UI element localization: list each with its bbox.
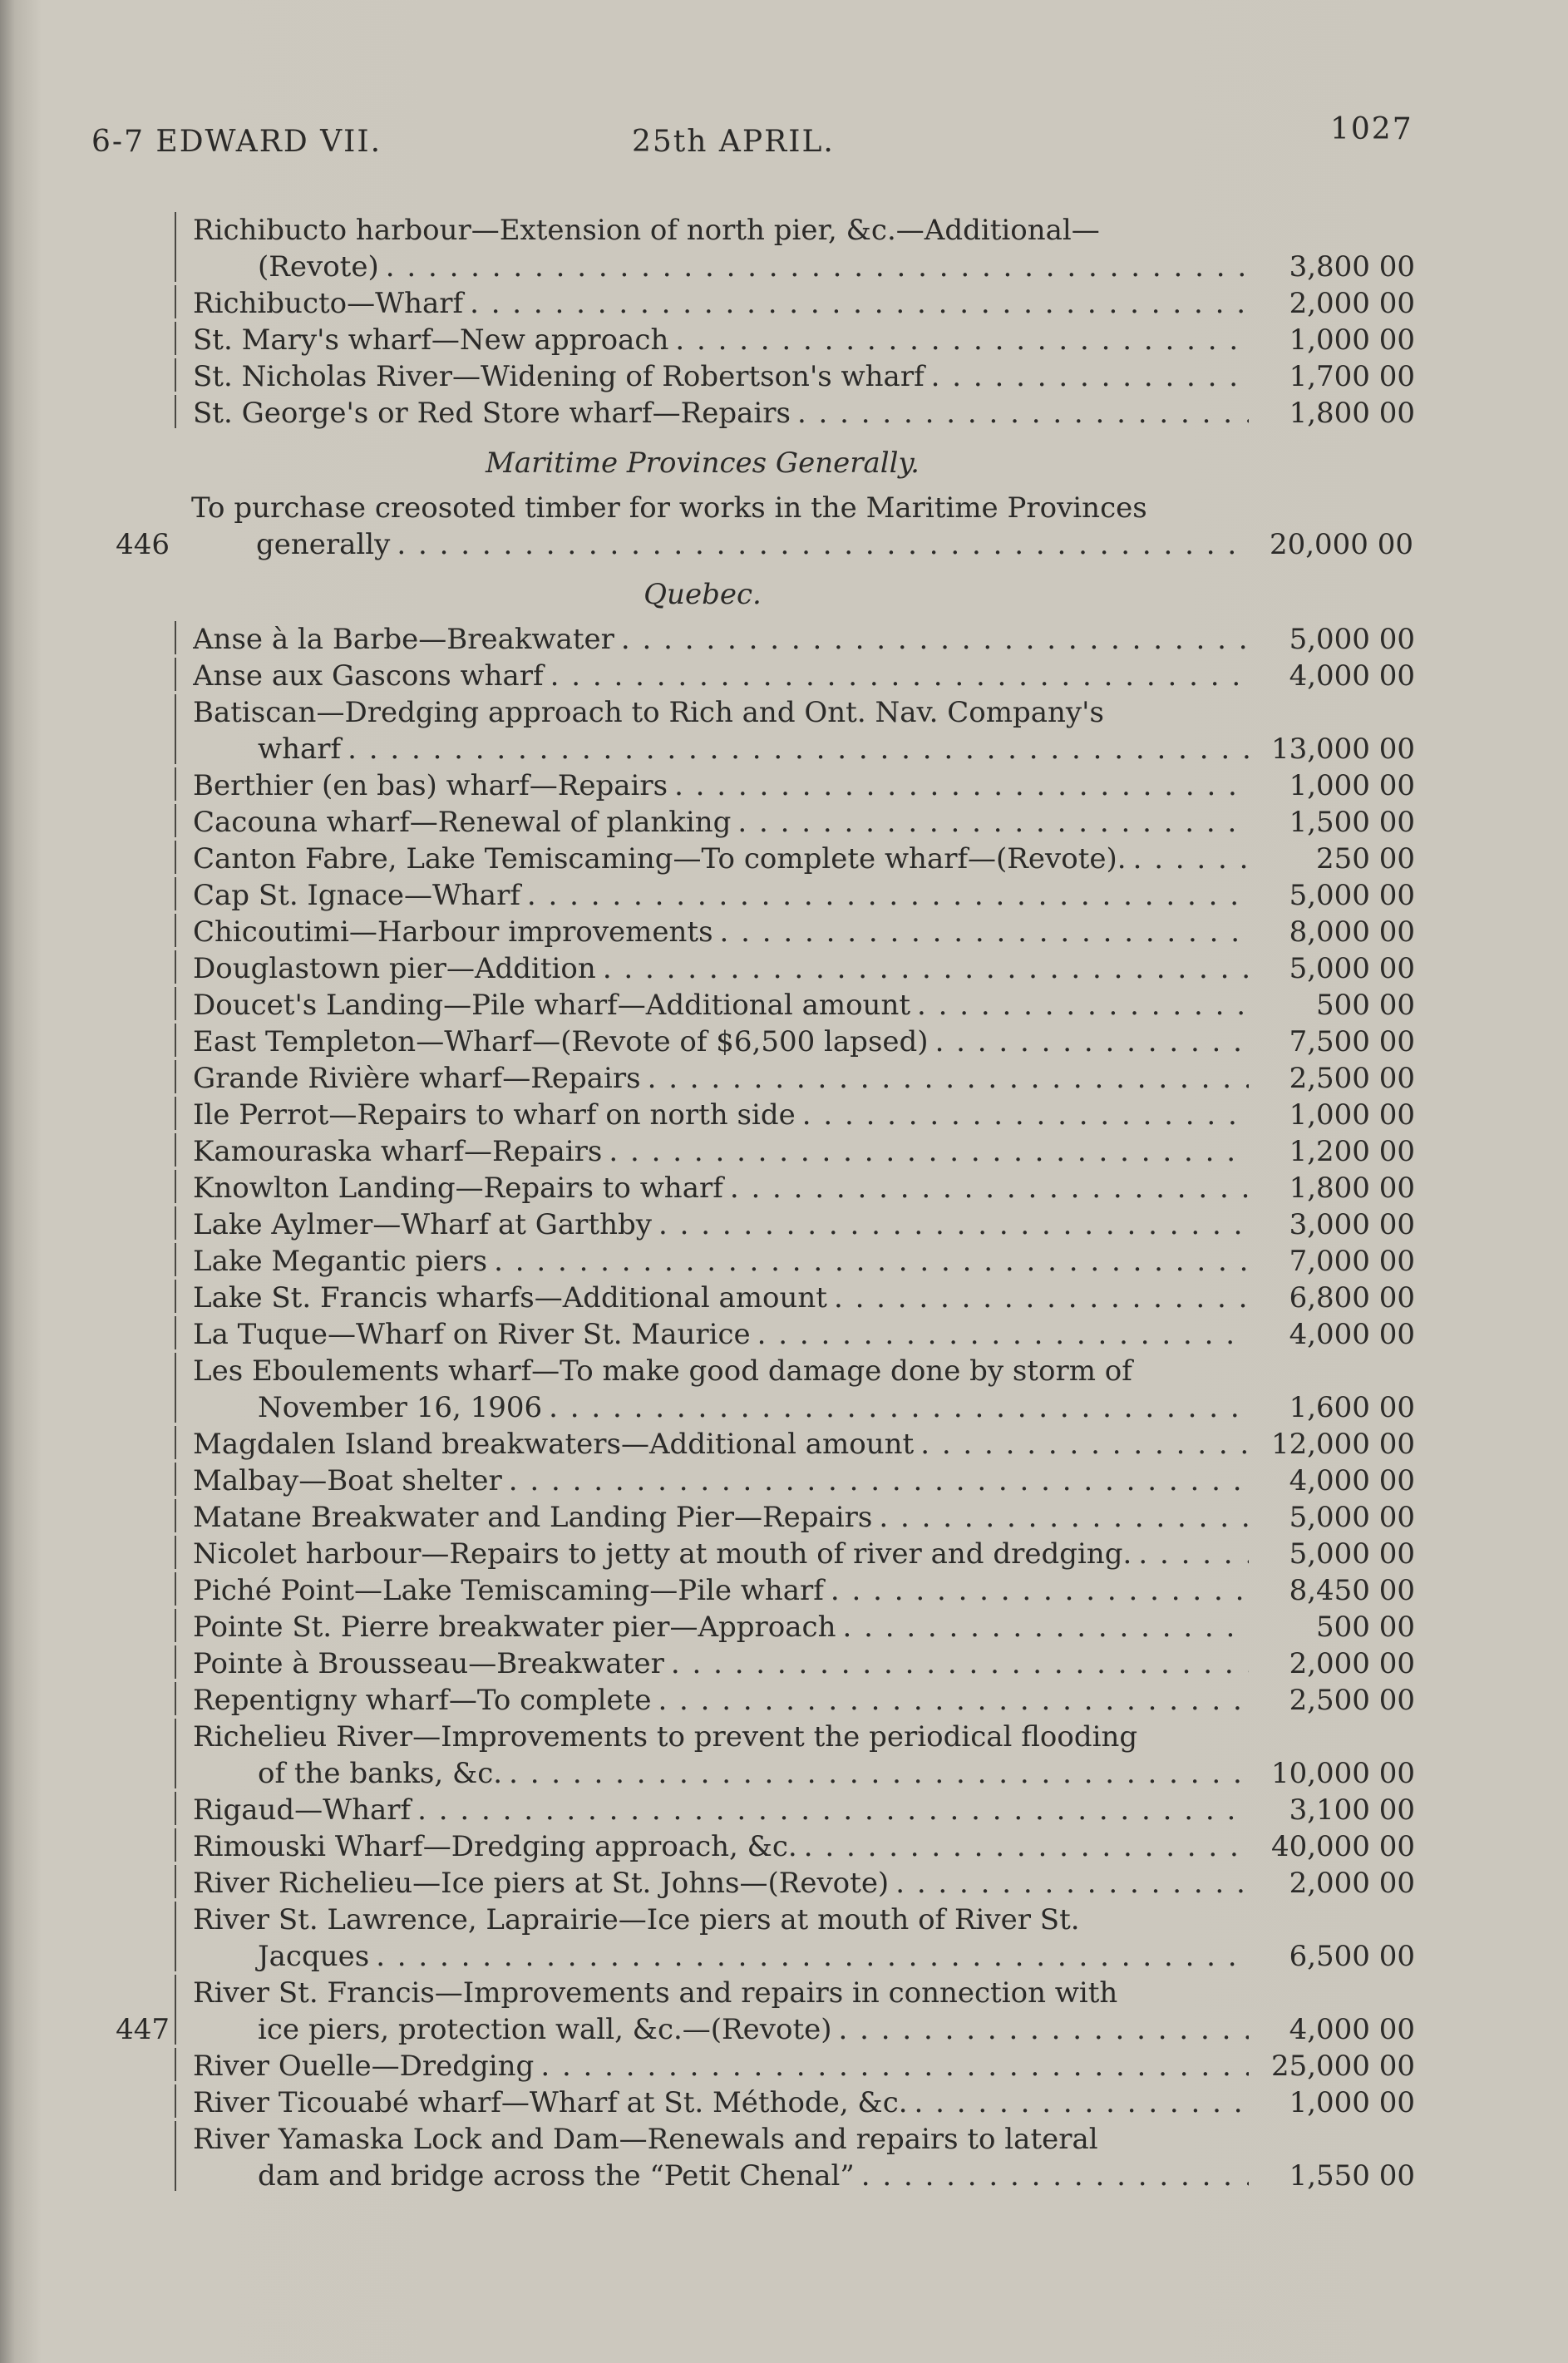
leader-dots (929, 1024, 1249, 1060)
table-row (108, 212, 1430, 285)
leader-dots (379, 249, 1249, 285)
item-text-line: Knowlton Landing—Repairs to wharf (193, 1172, 723, 1205)
item-text-line: Chicoutimi—Harbour improvements (193, 915, 713, 949)
item-text-line: (Revote) (258, 250, 379, 284)
item-description (193, 2048, 1249, 2084)
item-amount: 7,500 00 (1289, 1025, 1415, 1058)
item-text-line: River Richelieu—Ice piers at St. Johns—(Revote) (193, 1867, 890, 1900)
group-brace (175, 950, 193, 984)
table-row (108, 2048, 1430, 2084)
item-description (193, 914, 1249, 950)
table-row (108, 1572, 1430, 1609)
header-left: 6-7 EDWARD VII. (91, 125, 382, 159)
item-text-line: wharf (258, 733, 342, 766)
item-text-line: Lake Aylmer—Wharf at Garthby (193, 1208, 652, 1241)
item-amount: 8,000 00 (1289, 915, 1415, 949)
leader-dots (652, 1206, 1249, 1243)
item-text-line: St. George's or Red Store wharf—Repairs (193, 397, 791, 430)
table-row (108, 1133, 1430, 1170)
item-text-line: Lake Megantic piers (193, 1245, 488, 1278)
table-row (108, 1463, 1430, 1499)
item-text-line: St. Nicholas River—Widening of Robertson's wharf (193, 360, 925, 393)
item-amount: 10,000 00 (1270, 1757, 1415, 1790)
leader-dots (602, 1133, 1249, 1170)
group-brace (175, 2048, 193, 2081)
leader-dots (1127, 841, 1249, 877)
item-amount: 1,000 00 (1289, 769, 1415, 802)
item-amount: 4,000 00 (1289, 1464, 1415, 1497)
table-row (108, 1097, 1430, 1133)
item-description (193, 1206, 1249, 1243)
item-text-line: Pointe St. Pierre breakwater pier—Approach (193, 1611, 836, 1644)
item-description (193, 767, 1249, 804)
item-description (193, 1097, 1249, 1133)
leader-dots (1132, 1536, 1249, 1572)
table-row (108, 1792, 1430, 1828)
item-description (193, 1792, 1249, 1828)
item-description (193, 2121, 1249, 2194)
item-text-line: To purchase creosoted timber for works in the Maritime Provinces (191, 491, 1147, 525)
item-description (193, 358, 1249, 395)
table-row (108, 950, 1430, 987)
group-brace (175, 1536, 193, 1569)
leader-dots (651, 1682, 1249, 1719)
table-row (108, 285, 1430, 322)
item-description (193, 804, 1249, 841)
group-brace (175, 694, 193, 764)
item-amount: 4,000 00 (1289, 2013, 1415, 2046)
table-row (108, 1024, 1430, 1060)
new-brunswick-items (108, 212, 1430, 432)
table-row (108, 322, 1430, 358)
group-brace (175, 358, 193, 392)
table-row (108, 1682, 1430, 1719)
group-brace (175, 1206, 193, 1240)
item-description (191, 490, 1247, 563)
leader-dots (520, 877, 1249, 914)
leader-dots (832, 2011, 1249, 2048)
item-text-line: Richibucto—Wharf (193, 287, 464, 320)
item-text-line: Magdalen Island breakwaters—Additional amount (193, 1428, 915, 1461)
estimates-content (108, 212, 1430, 2194)
item-description (193, 1828, 1249, 1865)
item-text-line: of the banks, &c. (258, 1757, 503, 1790)
table-row (108, 841, 1430, 877)
group-brace (175, 1463, 193, 1496)
table-row (108, 1316, 1430, 1353)
item-text-line: Ile Perrot—Repairs to wharf on north side (193, 1098, 796, 1132)
leader-dots (390, 526, 1247, 563)
group-brace (175, 621, 193, 654)
leader-dots (614, 621, 1249, 658)
item-text-line: ice piers, protection wall, &c.—(Revote) (258, 2013, 832, 2046)
item-text-line: November 16, 1906 (258, 1391, 543, 1424)
item-description (193, 322, 1249, 358)
item-amount: 5,000 00 (1289, 952, 1415, 985)
item-text-line: dam and bridge across the “Petit Chenal” (258, 2159, 855, 2193)
group-brace (175, 1060, 193, 1093)
vote-number: 446 (116, 528, 170, 561)
leader-dots (502, 1463, 1249, 1499)
group-brace (175, 1426, 193, 1459)
group-brace (175, 285, 193, 318)
item-text-line: East Templeton—Wharf—(Revote of $6,500 lapsed) (193, 1025, 929, 1058)
item-amount: 1,800 00 (1289, 397, 1415, 430)
leader-dots (796, 1097, 1249, 1133)
header-date: 25th APRIL. (632, 125, 835, 159)
item-description (193, 1719, 1249, 1792)
item-amount: 1,200 00 (1289, 1135, 1415, 1168)
item-description (193, 1865, 1249, 1902)
leader-dots (731, 804, 1249, 841)
leader-dots (827, 1280, 1249, 1316)
group-brace (175, 2121, 193, 2191)
item-amount: 500 00 (1316, 1611, 1415, 1644)
group-brace (175, 841, 193, 874)
leader-dots (487, 1243, 1249, 1280)
item-amount: 1,800 00 (1289, 1172, 1415, 1205)
item-amount: 250 00 (1316, 842, 1415, 876)
table-row (108, 1902, 1430, 1975)
item-amount: 6,800 00 (1289, 1281, 1415, 1315)
item-amount: 2,500 00 (1289, 1684, 1415, 1717)
item-description (193, 658, 1249, 694)
item-text-line: La Tuque—Wharf on River St. Maurice (193, 1318, 751, 1351)
item-text-line: St. Mary's wharf—New approach (193, 323, 669, 357)
item-amount: 3,100 00 (1289, 1793, 1415, 1827)
group-brace (175, 1902, 193, 1971)
group-brace (175, 1975, 193, 2045)
group-brace (175, 877, 193, 910)
leader-dots (855, 2158, 1249, 2194)
table-row (108, 767, 1430, 804)
item-amount: 3,800 00 (1289, 250, 1415, 284)
item-description (193, 1170, 1249, 1206)
item-text-line: Malbay—Boat shelter (193, 1464, 502, 1497)
group-brace (175, 322, 193, 355)
leader-dots (668, 767, 1249, 804)
item-description (193, 694, 1249, 767)
item-description (193, 395, 1249, 432)
table-row (108, 1499, 1430, 1536)
page-number: 1027 (1330, 112, 1413, 146)
group-brace (175, 1024, 193, 1057)
item-text-line: River Ouelle—Dredging (193, 2050, 535, 2083)
group-brace (175, 1719, 193, 1788)
group-brace (175, 767, 193, 801)
item-text-line: Kamouraska wharf—Repairs (193, 1135, 603, 1168)
item-amount: 1,500 00 (1289, 806, 1415, 839)
leader-dots (502, 1755, 1249, 1792)
table-row (108, 1206, 1430, 1243)
item-text-line: Cap St. Ignace—Wharf (193, 879, 520, 912)
item-text-line: Repentigny wharf—To complete (193, 1684, 652, 1717)
item-amount: 12,000 00 (1270, 1428, 1415, 1461)
leader-dots (910, 987, 1249, 1024)
item-text-line: Richibucto harbour—Extension of north pier, &c.—Additional— (193, 214, 1100, 247)
leader-dots (908, 2084, 1249, 2121)
table-row (108, 2121, 1430, 2194)
leader-dots (914, 1426, 1249, 1463)
leader-dots (534, 2048, 1249, 2084)
item-description (193, 1645, 1249, 1682)
group-brace (175, 395, 193, 428)
table-row (108, 1828, 1430, 1865)
leader-dots (713, 914, 1249, 950)
item-description (193, 1902, 1249, 1975)
item-amount: 7,000 00 (1289, 1245, 1415, 1278)
item-amount: 1,550 00 (1289, 2159, 1415, 2193)
item-amount: 2,000 00 (1289, 287, 1415, 320)
group-brace (175, 1243, 193, 1276)
item-description (193, 1499, 1249, 1536)
item-description (193, 1536, 1249, 1572)
item-amount: 3,000 00 (1289, 1208, 1415, 1241)
table-row (108, 1645, 1430, 1682)
item-description (193, 1133, 1249, 1170)
leader-dots (872, 1499, 1249, 1536)
leader-dots (797, 1828, 1249, 1865)
item-text-line: Matane Breakwater and Landing Pier—Repairs (193, 1501, 873, 1534)
group-brace (175, 1828, 193, 1862)
item-description (193, 1353, 1249, 1426)
table-row (108, 1060, 1430, 1097)
leader-dots (889, 1865, 1249, 1902)
leader-dots (544, 658, 1249, 694)
group-brace (175, 1865, 193, 1898)
table-row (108, 621, 1430, 658)
item-description (193, 1243, 1249, 1280)
item-text-line: Pointe à Brousseau—Breakwater (193, 1647, 664, 1680)
item-text-line: River Ticouabé wharf—Wharf at St. Méthode, &c. (193, 2086, 908, 2119)
section-heading-quebec: Quebec. (643, 578, 762, 611)
vote-446-items (108, 490, 1430, 563)
item-amount: 25,000 00 (1270, 2050, 1415, 2083)
item-amount: 6,500 00 (1289, 1940, 1415, 1973)
item-description (193, 1280, 1249, 1316)
item-description (193, 621, 1249, 658)
group-brace (175, 1499, 193, 1532)
group-brace (175, 1133, 193, 1167)
item-description (193, 285, 1249, 322)
item-text-line: Anse à la Barbe—Breakwater (193, 623, 614, 656)
item-text-line: Les Eboulements wharf—To make good damage done by storm of (193, 1354, 1132, 1388)
table-row (108, 1243, 1430, 1280)
item-description (193, 1682, 1249, 1719)
item-description (193, 1609, 1249, 1645)
item-amount: 1,700 00 (1289, 360, 1415, 393)
table-row (108, 804, 1430, 841)
item-text-line: River St. Lawrence, Laprairie—Ice piers at mouth of River St. (193, 1903, 1080, 1936)
leader-dots (542, 1389, 1249, 1426)
group-brace (175, 1682, 193, 1715)
leader-dots (641, 1060, 1249, 1097)
group-brace (175, 658, 193, 691)
table-row (108, 694, 1430, 767)
leader-dots (925, 358, 1249, 395)
item-text-line: River Yamaska Lock and Dam—Renewals and repairs to lateral (193, 2123, 1098, 2156)
quebec-items (108, 621, 1430, 2194)
item-text-line: Cacouna wharf—Renewal of planking (193, 806, 732, 839)
item-description (193, 212, 1249, 285)
item-text-line: Jacques (258, 1940, 370, 1973)
table-row (108, 1975, 1430, 2048)
table-row (108, 914, 1430, 950)
item-amount: 5,000 00 (1289, 623, 1415, 656)
item-amount: 500 00 (1316, 989, 1415, 1022)
table-row (108, 658, 1430, 694)
item-text-line: Richelieu River—Improvements to prevent the periodical flooding (193, 1720, 1138, 1754)
item-description (193, 1572, 1249, 1609)
group-brace (175, 2084, 193, 2118)
item-text-line: Douglastown pier—Addition (193, 952, 596, 985)
item-description (193, 841, 1249, 877)
group-brace (175, 804, 193, 837)
item-amount: 2,000 00 (1289, 1647, 1415, 1680)
group-brace (175, 1572, 193, 1606)
item-text-line: Grande Rivière wharf—Repairs (193, 1062, 641, 1095)
table-row (108, 395, 1430, 432)
item-description (193, 1463, 1249, 1499)
group-brace (175, 987, 193, 1020)
item-text-line: Piché Point—Lake Temiscaming—Pile wharf (193, 1574, 824, 1607)
item-amount: 4,000 00 (1289, 1318, 1415, 1351)
leader-dots (668, 322, 1249, 358)
group-brace (175, 1792, 193, 1825)
item-amount: 8,450 00 (1289, 1574, 1415, 1607)
item-text-line: Batiscan—Dredging approach to Rich and Ont. Nav. Company's (193, 696, 1104, 729)
item-description (193, 1975, 1249, 2048)
table-row (108, 490, 1430, 563)
group-brace (175, 1609, 193, 1642)
item-description (193, 2084, 1249, 2121)
item-amount: 5,000 00 (1289, 879, 1415, 912)
item-description (193, 1060, 1249, 1097)
item-amount: 1,600 00 (1289, 1391, 1415, 1424)
item-text-line: Anse aux Gascons wharf (193, 659, 544, 693)
item-amount: 1,000 00 (1289, 2086, 1415, 2119)
item-text-line: Rimouski Wharf—Dredging approach, &c. (193, 1830, 797, 1863)
item-amount: 13,000 00 (1270, 733, 1415, 766)
leader-dots (463, 285, 1249, 322)
item-text-line: Lake St. Francis wharfs—Additional amount (193, 1281, 827, 1315)
item-description (193, 987, 1249, 1024)
table-row (108, 2084, 1430, 2121)
leader-dots (836, 1609, 1249, 1645)
item-amount: 2,500 00 (1289, 1062, 1415, 1095)
group-brace (175, 1353, 193, 1423)
item-description (193, 1024, 1249, 1060)
table-row (108, 358, 1430, 395)
section-heading-maritime: Maritime Provinces Generally. (486, 446, 920, 480)
group-brace (175, 1645, 193, 1679)
item-text-line: Canton Fabre, Lake Temiscaming—To complete wharf—(Revote). (193, 842, 1127, 876)
leader-dots (751, 1316, 1249, 1353)
table-row (108, 1609, 1430, 1645)
group-brace (175, 212, 193, 282)
group-brace (175, 1097, 193, 1130)
item-text-line: Rigaud—Wharf (193, 1793, 412, 1827)
item-amount: 20,000 00 (1269, 528, 1413, 561)
leader-dots (596, 950, 1249, 987)
table-row (108, 1280, 1430, 1316)
item-text-line: Nicolet harbour—Repairs to jetty at mouth of river and dredging. (193, 1537, 1132, 1571)
table-row (108, 1170, 1430, 1206)
table-row (108, 987, 1430, 1024)
item-amount: 40,000 00 (1270, 1830, 1415, 1863)
vote-number: 447 (116, 2013, 170, 2046)
item-description (193, 950, 1249, 987)
group-brace (175, 1280, 193, 1313)
leader-dots (411, 1792, 1249, 1828)
table-row (108, 1865, 1430, 1902)
group-brace (175, 1316, 193, 1349)
item-amount: 2,000 00 (1289, 1867, 1415, 1900)
table-row (108, 1426, 1430, 1463)
leader-dots (791, 395, 1249, 432)
item-amount: 1,000 00 (1289, 1098, 1415, 1132)
group-brace (175, 914, 193, 947)
leader-dots (341, 731, 1249, 767)
item-amount: 5,000 00 (1289, 1501, 1415, 1534)
item-text-line: Doucet's Landing—Pile wharf—Additional amount (193, 989, 911, 1022)
table-row (108, 877, 1430, 914)
leader-dots (723, 1170, 1249, 1206)
item-description (193, 1316, 1249, 1353)
item-text-line: River St. Francis—Improvements and repairs in connection with (193, 1976, 1118, 2010)
item-amount: 1,000 00 (1289, 323, 1415, 357)
table-row (108, 1353, 1430, 1426)
group-brace (175, 1170, 193, 1203)
group-brace (175, 490, 191, 560)
item-description (193, 877, 1249, 914)
leader-dots (664, 1645, 1249, 1682)
table-row (108, 1719, 1430, 1792)
item-description (193, 1426, 1249, 1463)
item-amount: 5,000 00 (1289, 1537, 1415, 1571)
item-text-line: Berthier (en bas) wharf—Repairs (193, 769, 668, 802)
table-row (108, 1536, 1430, 1572)
item-text-line: generally (256, 528, 391, 561)
leader-dots (824, 1572, 1249, 1609)
leader-dots (369, 1938, 1249, 1975)
item-amount: 4,000 00 (1289, 659, 1415, 693)
